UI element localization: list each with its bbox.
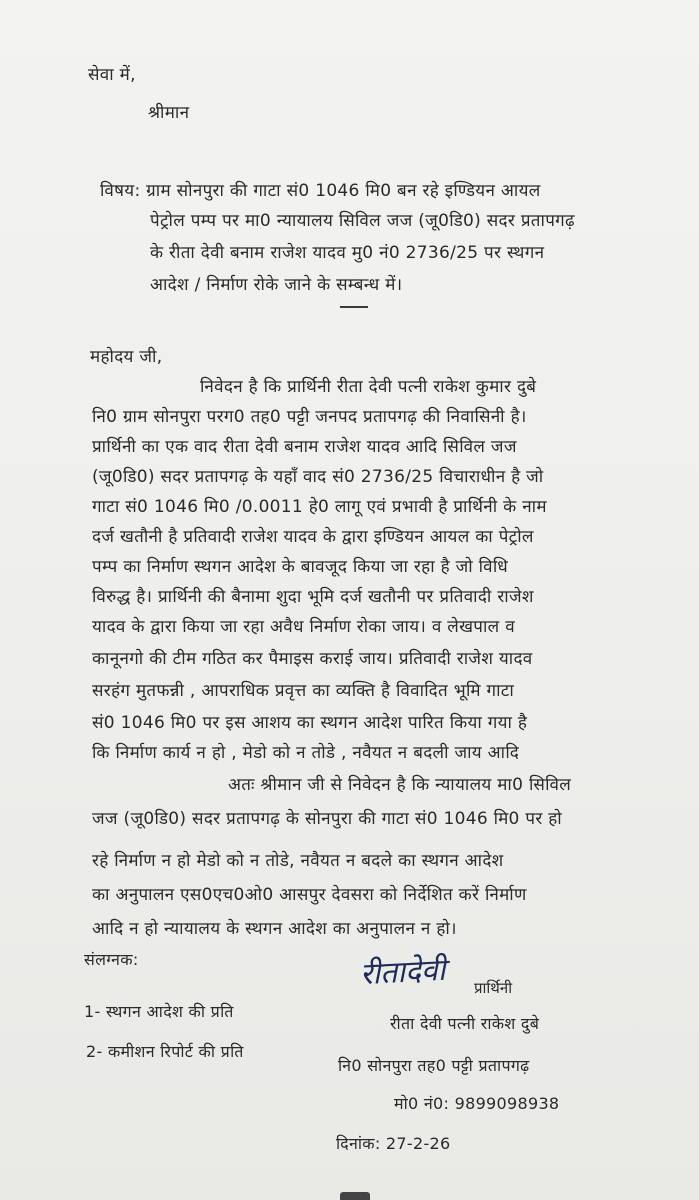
page-edge-mark [340,1192,370,1200]
body-line-11: सरहंग मुतफन्नी , आपराधिक प्रवृत्त का व्यक्ति है विवादित भूमि गाटा [92,681,515,701]
body-line-7: पम्प का निर्माण स्थगन आदेश के बावजूद किया जा रहा है जो विधि [92,557,508,577]
body-line-16: रहे निर्माण न हो मेडो को न तोडे, नवैयत न बदले का स्थगन आदेश [92,851,504,871]
body-line-18: आदि न हो न्यायालय के स्थगन आदेश का अनुपालन न हो। [92,919,457,939]
body-line-5: गाटा सं0 1046 मि0 /0.0011 हे0 लागू एवं प्रभावी है प्रार्थिनी के नाम [92,497,547,517]
body-line-6: दर्ज खतौनी है प्रतिवादी राजेश यादव के द्वारा इण्डियन आयल का पेट्रोल [92,527,534,547]
body-line-13: कि निर्माण कार्य न हो , मेडो को न तोडे , नवैयत न बदली जाय आदि [92,743,520,763]
addressee: श्रीमान [148,103,190,123]
body-line-8: विरुद्ध है। प्रार्थिनी की बैनामा शुदा भूमि दर्ज खतौनी पर प्रतिवादी राजेश [92,587,534,607]
body-line-17: का अनुपालन एस0एच0ओ0 आसपुर देवसरा को निर्देशित करें निर्माण [92,885,527,905]
body-line-3: प्रार्थिनी का एक वाद रीता देवी बनाम राजेश यादव आदि सिविल जज [92,437,517,457]
subject-line-4: आदेश / निर्माण रोके जाने के सम्बन्ध में। [150,275,403,295]
letter-date: दिनांक: 27-2-26 [336,1134,451,1153]
handwritten-signature: रीतादेवी [359,952,447,993]
enclosure-item-2: 2- कमीशन रिपोर्ट की प्रति [86,1042,244,1061]
applicant-name: रीता देवी पत्नी राकेश दुबे [390,1014,540,1033]
greeting: महोदय जी, [90,347,163,367]
enclosure-item-1: 1- स्थगन आदेश की प्रति [84,1002,234,1021]
subject-line-2: पेट्रोल पम्प पर मा0 न्यायालय सिविल जज (जू0डि0) सदर प्रतापगढ़ [150,211,575,231]
subject-line-1: विषय: ग्राम सोनपुरा की गाटा सं0 1046 मि0 बन रहे इण्डियन आयल [100,181,541,201]
subject-line-3: के रीता देवी बनाम राजेश यादव मु0 नं0 2736/25 पर स्थगन [150,243,545,263]
salutation-to: सेवा में, [88,65,136,85]
subject-separator [340,306,368,308]
body-line-15: जज (जू0डि0) सदर प्रतापगढ़ के सोनपुरा की गाटा सं0 1046 मि0 पर हो [92,809,563,829]
body-line-4: (जू0डि0) सदर प्रतापगढ़ के यहाँ वाद सं0 2736/25 विचाराधीन है जो [92,467,544,487]
body-line-2: नि0 ग्राम सोनपुरा परग0 तह0 पट्टी जनपद प्रतापगढ़ की निवासिनी है। [92,407,527,427]
body-line-12: सं0 1046 मि0 पर इस आशय का स्थगन आदेश पारित किया गया है [92,713,528,733]
body-line-10: कानूनगो की टीम गठित कर पैमाइस कराई जाय। प्रतिवादी राजेश यादव [92,649,533,669]
enclosures-heading: संलग्नक: [84,950,139,969]
signature-label: प्रार्थिनी [474,979,513,997]
body-line-14: अतः श्रीमान जी से निवेदन है कि न्यायालय मा0 सिविल [228,775,572,795]
applicant-mobile: मो0 नं0: 9899098938 [394,1094,560,1113]
body-line-1: निवेदन है कि प्रार्थिनी रीता देवी पत्नी राकेश कुमार दुबे [200,377,537,397]
body-line-9: यादव के द्वारा किया जा रहा अवैध निर्माण रोका जाय। व लेखपाल व [92,617,515,637]
applicant-address: नि0 सोनपुरा तह0 पट्टी प्रतापगढ़ [338,1056,530,1075]
